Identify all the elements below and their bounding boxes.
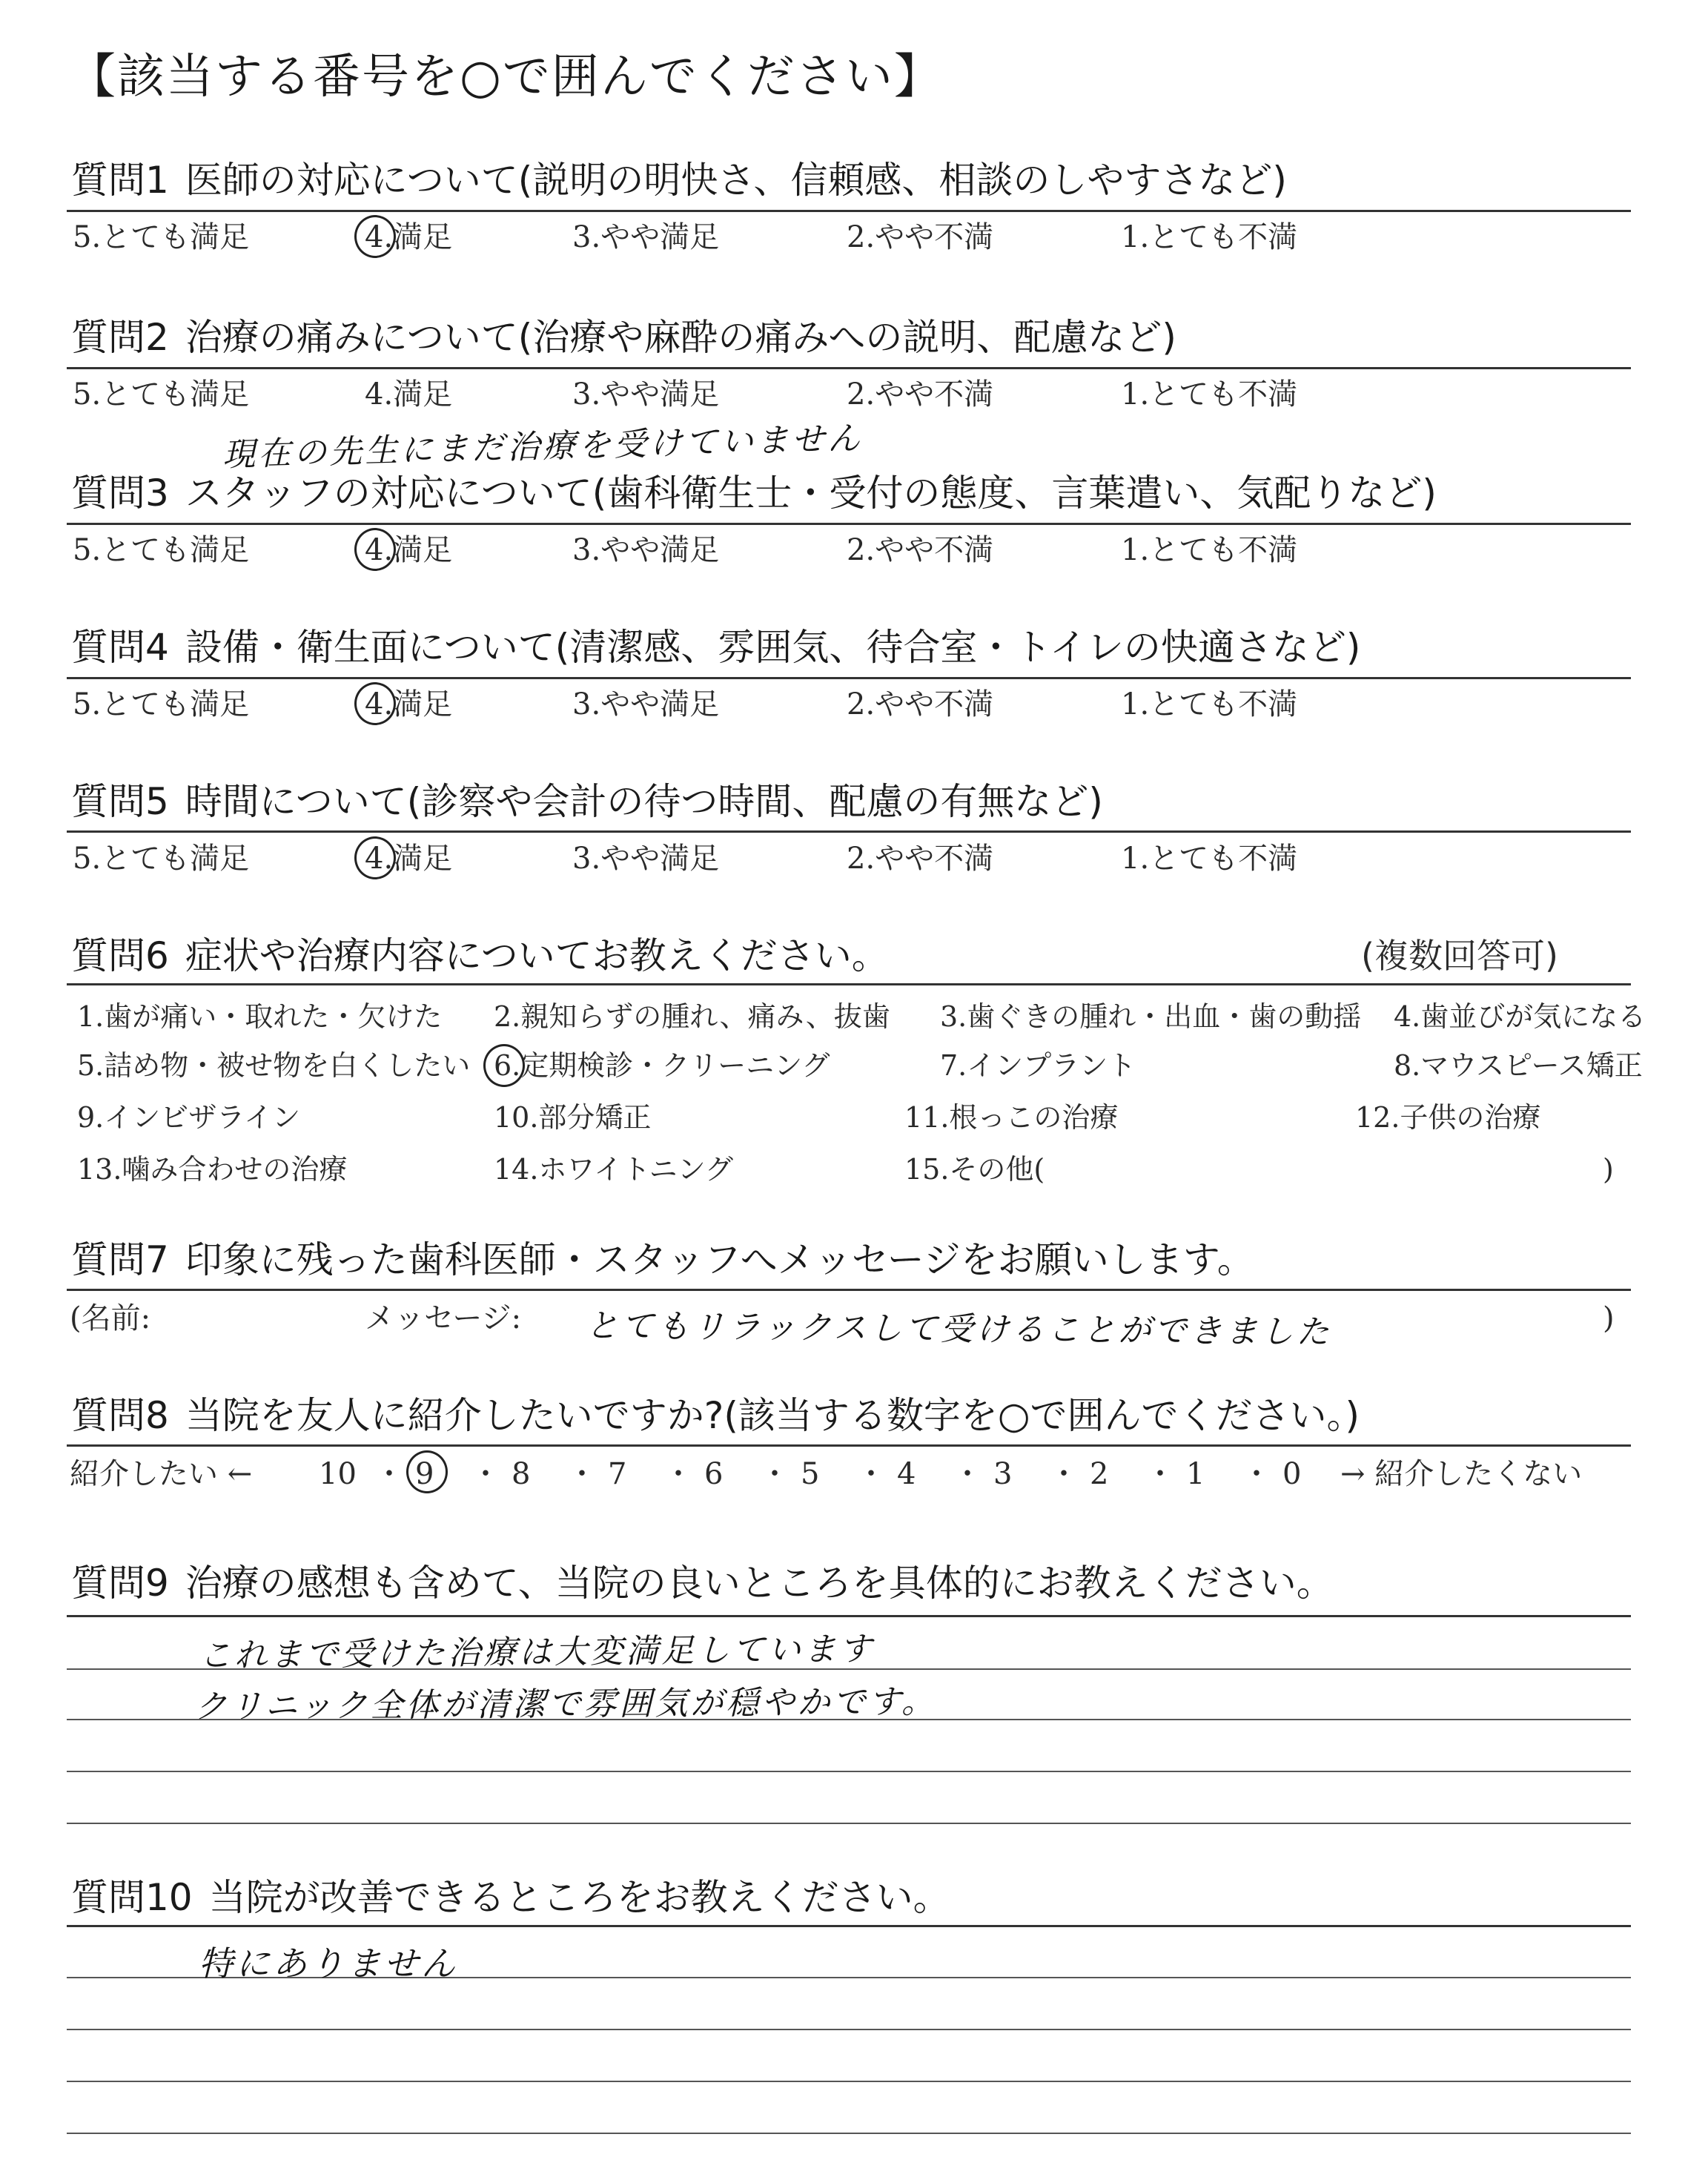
- q7-name-label: (名前:: [70, 1301, 151, 1335]
- q8-scale-value-1[interactable]: 1: [1186, 1457, 1205, 1491]
- page-heading: 【該当する番号を○で囲んでください】: [68, 50, 943, 105]
- q3-option-2[interactable]: 2.やや不満: [847, 533, 994, 567]
- answer-line: [67, 2133, 1631, 2134]
- q3-option-3[interactable]: 3.やや満足: [572, 533, 720, 567]
- q3-option-5[interactable]: 5.とても満足: [73, 533, 250, 567]
- q8-scale-dot: ・: [471, 1457, 500, 1491]
- question-9-text: 治療の感想も含めて、当院の良いところを具体的にお教えください。: [185, 1562, 1334, 1605]
- q6-option-1[interactable]: 1.歯が痛い・取れた・欠けた: [77, 1000, 443, 1033]
- q8-scale-value-0[interactable]: 0: [1282, 1457, 1302, 1491]
- q1-option-1[interactable]: 1.とても不満: [1121, 220, 1298, 254]
- q8-scale-dot: ・: [1049, 1457, 1079, 1491]
- q8-scale-value-9[interactable]: 9: [415, 1457, 434, 1491]
- q6-option-3[interactable]: 3.歯ぐきの腫れ・出血・歯の動揺: [940, 1000, 1362, 1033]
- q10-answer-line-1: 特にありません: [199, 1943, 458, 1984]
- q2-option-2[interactable]: 2.やや不満: [847, 377, 994, 412]
- question-4-title: [71, 626, 1361, 669]
- q8-scale-dot: ・: [567, 1457, 597, 1491]
- answer-line: [67, 1823, 1631, 1824]
- q4-option-4[interactable]: 4.満足: [365, 687, 453, 721]
- q7-handwritten-message: とてもリラックスして受けることができました: [585, 1307, 1332, 1352]
- q2-option-1[interactable]: 1.とても不満: [1121, 377, 1298, 412]
- question-5-number: 質問5: [71, 780, 169, 823]
- q8-scale-dot: ・: [374, 1457, 404, 1491]
- divider: [67, 830, 1631, 833]
- q9-answer-line-1: これまで受けた治療は大変満足しています: [198, 1630, 875, 1675]
- question-7-title: [71, 1238, 1254, 1281]
- q8-selection-circle: [406, 1450, 448, 1493]
- q7-close-paren: ): [1603, 1301, 1615, 1335]
- q1-option-2[interactable]: 2.やや不満: [847, 220, 994, 254]
- q6-option-12[interactable]: 12.子供の治療: [1355, 1101, 1541, 1134]
- q6-selection-circle: [483, 1044, 525, 1087]
- question-3-text: スタッフの対応について(歯科衛生士・受付の態度、言葉遣い、気配りなど): [185, 472, 1437, 515]
- q3-option-1[interactable]: 1.とても不満: [1121, 533, 1298, 567]
- question-2-title: [71, 316, 1176, 359]
- q6-option-5[interactable]: 5.詰め物・被せ物を白くしたい: [77, 1049, 471, 1082]
- answer-line: [67, 1771, 1631, 1772]
- q5-option-3[interactable]: 3.やや満足: [572, 842, 720, 876]
- q8-scale-value-10[interactable]: 10: [319, 1457, 357, 1491]
- q6-option-2[interactable]: 2.親知らずの腫れ、痛み、抜歯: [494, 1000, 890, 1033]
- divider: [67, 523, 1631, 525]
- question-1-title: [71, 159, 1287, 202]
- q8-scale-dot: ・: [1242, 1457, 1271, 1491]
- q4-option-5[interactable]: 5.とても満足: [73, 687, 250, 721]
- answer-line: [67, 2029, 1631, 2030]
- divider: [67, 983, 1631, 985]
- q8-scale-value-3[interactable]: 3: [993, 1457, 1013, 1491]
- question-10-title: [71, 1876, 950, 1919]
- q8-scale-value-6[interactable]: 6: [704, 1457, 724, 1491]
- q6-option-11[interactable]: 11.根っこの治療: [904, 1101, 1119, 1134]
- q8-scale-value-8[interactable]: 8: [512, 1457, 531, 1491]
- q5-option-4[interactable]: 4.満足: [365, 842, 453, 876]
- q8-scale-dot: ・: [1145, 1457, 1175, 1491]
- q8-scale-value-2[interactable]: 2: [1090, 1457, 1109, 1491]
- q3-selection-circle: [354, 528, 396, 571]
- q8-scale-value-4[interactable]: 4: [897, 1457, 916, 1491]
- q8-scale-dot: ・: [856, 1457, 886, 1491]
- q6-option-13[interactable]: 13.噛み合わせの治療: [77, 1153, 348, 1186]
- question-9-title: [71, 1562, 1334, 1605]
- q6-option-15[interactable]: 15.その他(: [904, 1153, 1045, 1186]
- q9-answer-line-2: クリニック全体が清潔で雰囲気が穏やかです。: [193, 1682, 938, 1726]
- divider: [67, 677, 1631, 679]
- q6-option-8[interactable]: 8.マウスピース矯正: [1394, 1049, 1643, 1082]
- question-1-text: 医師の対応について(説明の明快さ、信頼感、相談のしやすさなど): [185, 159, 1287, 202]
- q8-scale-dot: ・: [953, 1457, 982, 1491]
- q3-option-4[interactable]: 4.満足: [365, 533, 453, 567]
- question-8-title: [71, 1394, 1360, 1437]
- q2-option-5[interactable]: 5.とても満足: [73, 377, 250, 412]
- question-5-text: 時間について(診察や会計の待つ時間、配慮の有無など): [185, 780, 1103, 823]
- divider: [67, 210, 1631, 212]
- q4-option-3[interactable]: 3.やや満足: [572, 687, 720, 721]
- question-6-text: 症状や治療内容についてお教えください。: [185, 934, 889, 977]
- question-8-number: 質問8: [71, 1394, 169, 1437]
- divider: [67, 1289, 1631, 1291]
- divider: [67, 367, 1631, 369]
- q5-option-1[interactable]: 1.とても不満: [1121, 842, 1298, 876]
- question-4-text: 設備・衛生面について(清潔感、雰囲気、待合室・トイレの快適さなど): [185, 626, 1361, 669]
- q6-multiple-answers-note: (複数回答可): [1361, 936, 1558, 976]
- question-10-text: 当院が改善できるところをお教えください。: [208, 1876, 950, 1919]
- q6-option-4[interactable]: 4.歯並びが気になる: [1394, 1000, 1646, 1033]
- question-6-title: [71, 934, 889, 977]
- q6-option-6[interactable]: 6.定期検診・クリーニング: [494, 1049, 830, 1082]
- q6-option-14[interactable]: 14.ホワイトニング: [494, 1153, 734, 1186]
- q4-option-2[interactable]: 2.やや不満: [847, 687, 994, 721]
- question-10-number: 質問10: [71, 1876, 193, 1919]
- question-9-number: 質問9: [71, 1562, 169, 1605]
- question-7-number: 質問7: [71, 1238, 169, 1281]
- question-4-number: 質問4: [71, 626, 169, 669]
- q6-option-9[interactable]: 9.インビザライン: [77, 1101, 301, 1134]
- q5-option-2[interactable]: 2.やや不満: [847, 842, 994, 876]
- q8-scale-value-7[interactable]: 7: [608, 1457, 627, 1491]
- q2-option-3[interactable]: 3.やや満足: [572, 377, 720, 412]
- q6-option-7[interactable]: 7.インプラント: [940, 1049, 1136, 1082]
- q8-left-label: 紹介したい ←: [70, 1457, 253, 1491]
- question-7-text: 印象に残った歯科医師・スタッフへメッセージをお願いします。: [185, 1238, 1254, 1281]
- q5-selection-circle: [354, 836, 396, 879]
- q1-option-4[interactable]: 4.満足: [365, 220, 453, 254]
- question-3-title: [71, 472, 1437, 515]
- question-8-text: 当院を友人に紹介したいですか?(該当する数字を○で囲んでください。): [185, 1394, 1360, 1437]
- question-3-number: 質問3: [71, 472, 169, 515]
- answer-line: [67, 2081, 1631, 2082]
- q4-selection-circle: [354, 682, 396, 725]
- question-2-text: 治療の痛みについて(治療や麻酔の痛みへの説明、配慮など): [185, 316, 1176, 359]
- q8-scale-dot: ・: [760, 1457, 790, 1491]
- q5-option-5[interactable]: 5.とても満足: [73, 842, 250, 876]
- divider: [67, 1444, 1631, 1447]
- q2-handwritten-note: 現在の先生にまだ治療を受けていません: [222, 419, 864, 475]
- divider: [67, 1925, 1631, 1927]
- q4-option-1[interactable]: 1.とても不満: [1121, 687, 1298, 721]
- q6-option-10[interactable]: 10.部分矯正: [494, 1101, 652, 1134]
- question-1-number: 質問1: [71, 159, 169, 202]
- question-2-number: 質問2: [71, 316, 169, 359]
- q8-right-label: → 紹介したくない: [1340, 1457, 1583, 1491]
- q7-message-label: メッセージ:: [365, 1301, 522, 1335]
- q6-other-close-paren: ): [1603, 1153, 1614, 1186]
- divider: [67, 1615, 1631, 1617]
- q8-scale-dot: ・: [663, 1457, 693, 1491]
- q1-option-5[interactable]: 5.とても満足: [73, 220, 250, 254]
- q1-option-3[interactable]: 3.やや満足: [572, 220, 720, 254]
- question-5-title: [71, 780, 1103, 823]
- q1-selection-circle: [354, 215, 396, 258]
- q8-scale-value-5[interactable]: 5: [801, 1457, 820, 1491]
- question-6-number: 質問6: [71, 934, 169, 977]
- q2-option-4[interactable]: 4.満足: [365, 377, 453, 412]
